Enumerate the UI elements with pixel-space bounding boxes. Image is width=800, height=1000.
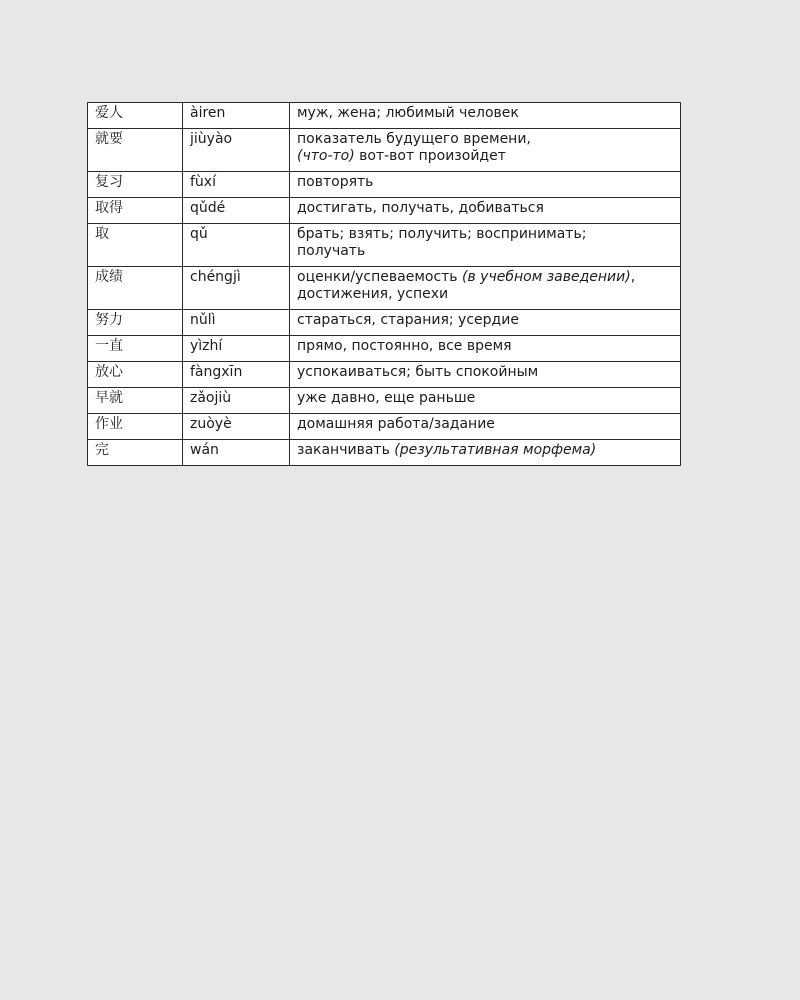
hanzi-cell: 复习 xyxy=(88,172,183,198)
hanzi-cell: 努力 xyxy=(88,310,183,336)
pinyin-cell: chéngjì xyxy=(183,267,290,310)
pinyin-cell: fàngxīn xyxy=(183,362,290,388)
hanzi-cell: 爱人 xyxy=(88,103,183,129)
hanzi-cell: 完 xyxy=(88,440,183,466)
translation-text: успокаиваться; быть спокойным xyxy=(297,364,539,380)
translation-text: , xyxy=(630,269,636,285)
table-row xyxy=(88,310,681,336)
pinyin-cell: fùxí xyxy=(183,172,290,198)
hanzi-cell: 取 xyxy=(88,224,183,267)
pinyin-cell: qǔdé xyxy=(183,198,290,224)
translation-text: муж, жена; любимый человек xyxy=(297,105,519,121)
pinyin-cell: àiren xyxy=(183,103,290,129)
translation-cell xyxy=(290,267,681,310)
translation-text: достигать, получать, добиваться xyxy=(297,200,544,216)
table-row xyxy=(88,267,681,310)
translation-text: повторять xyxy=(297,174,374,190)
translation-text: показатель будущего времени, xyxy=(297,131,531,147)
pinyin-cell: zǎojiù xyxy=(183,388,290,414)
translation-text: получать xyxy=(297,243,366,259)
table-row xyxy=(88,336,681,362)
translation-cell xyxy=(290,440,681,466)
translation-text: стараться, старания; усердие xyxy=(297,312,519,328)
hanzi-cell: 作业 xyxy=(88,414,183,440)
translation-text: достижения, успехи xyxy=(297,286,449,302)
table-row xyxy=(88,362,681,388)
table-row xyxy=(88,198,681,224)
table-row xyxy=(88,414,681,440)
translation-text: оценки/успеваемость xyxy=(297,269,463,285)
vocabulary-table xyxy=(87,102,681,466)
translation-cell xyxy=(290,388,681,414)
translation-text: заканчивать xyxy=(297,442,395,458)
pinyin-cell: qǔ xyxy=(183,224,290,267)
translation-cell xyxy=(290,172,681,198)
translation-note: (что-то) xyxy=(297,148,355,164)
translation-text: брать; взять; получить; воспринимать; xyxy=(297,226,587,242)
pinyin-cell: wán xyxy=(183,440,290,466)
translation-cell xyxy=(290,224,681,267)
translation-cell xyxy=(290,198,681,224)
hanzi-cell: 就要 xyxy=(88,129,183,172)
hanzi-cell: 放心 xyxy=(88,362,183,388)
table-row xyxy=(88,440,681,466)
pinyin-cell: zuòyè xyxy=(183,414,290,440)
table-row xyxy=(88,388,681,414)
hanzi-cell: 早就 xyxy=(88,388,183,414)
table-row xyxy=(88,129,681,172)
hanzi-cell: 取得 xyxy=(88,198,183,224)
translation-note: (результативная морфема) xyxy=(394,442,597,458)
translation-text: вот-вот произойдет xyxy=(354,148,506,164)
table-row xyxy=(88,224,681,267)
pinyin-cell: nǔlì xyxy=(183,310,290,336)
translation-text: домашняя работа/задание xyxy=(297,416,495,432)
hanzi-cell: 成绩 xyxy=(88,267,183,310)
table-row xyxy=(88,103,681,129)
translation-text: прямо, постоянно, все время xyxy=(297,338,512,354)
pinyin-cell: jiùyào xyxy=(183,129,290,172)
translation-text: уже давно, еще раньше xyxy=(297,390,476,406)
translation-cell xyxy=(290,310,681,336)
translation-cell xyxy=(290,414,681,440)
pinyin-cell: yìzhí xyxy=(183,336,290,362)
table-row xyxy=(88,172,681,198)
translation-cell xyxy=(290,129,681,172)
translation-note: (в учебном заведении) xyxy=(462,269,631,285)
vocabulary-table-body xyxy=(88,103,681,466)
translation-cell xyxy=(290,336,681,362)
hanzi-cell: 一直 xyxy=(88,336,183,362)
translation-cell xyxy=(290,103,681,129)
translation-cell xyxy=(290,362,681,388)
